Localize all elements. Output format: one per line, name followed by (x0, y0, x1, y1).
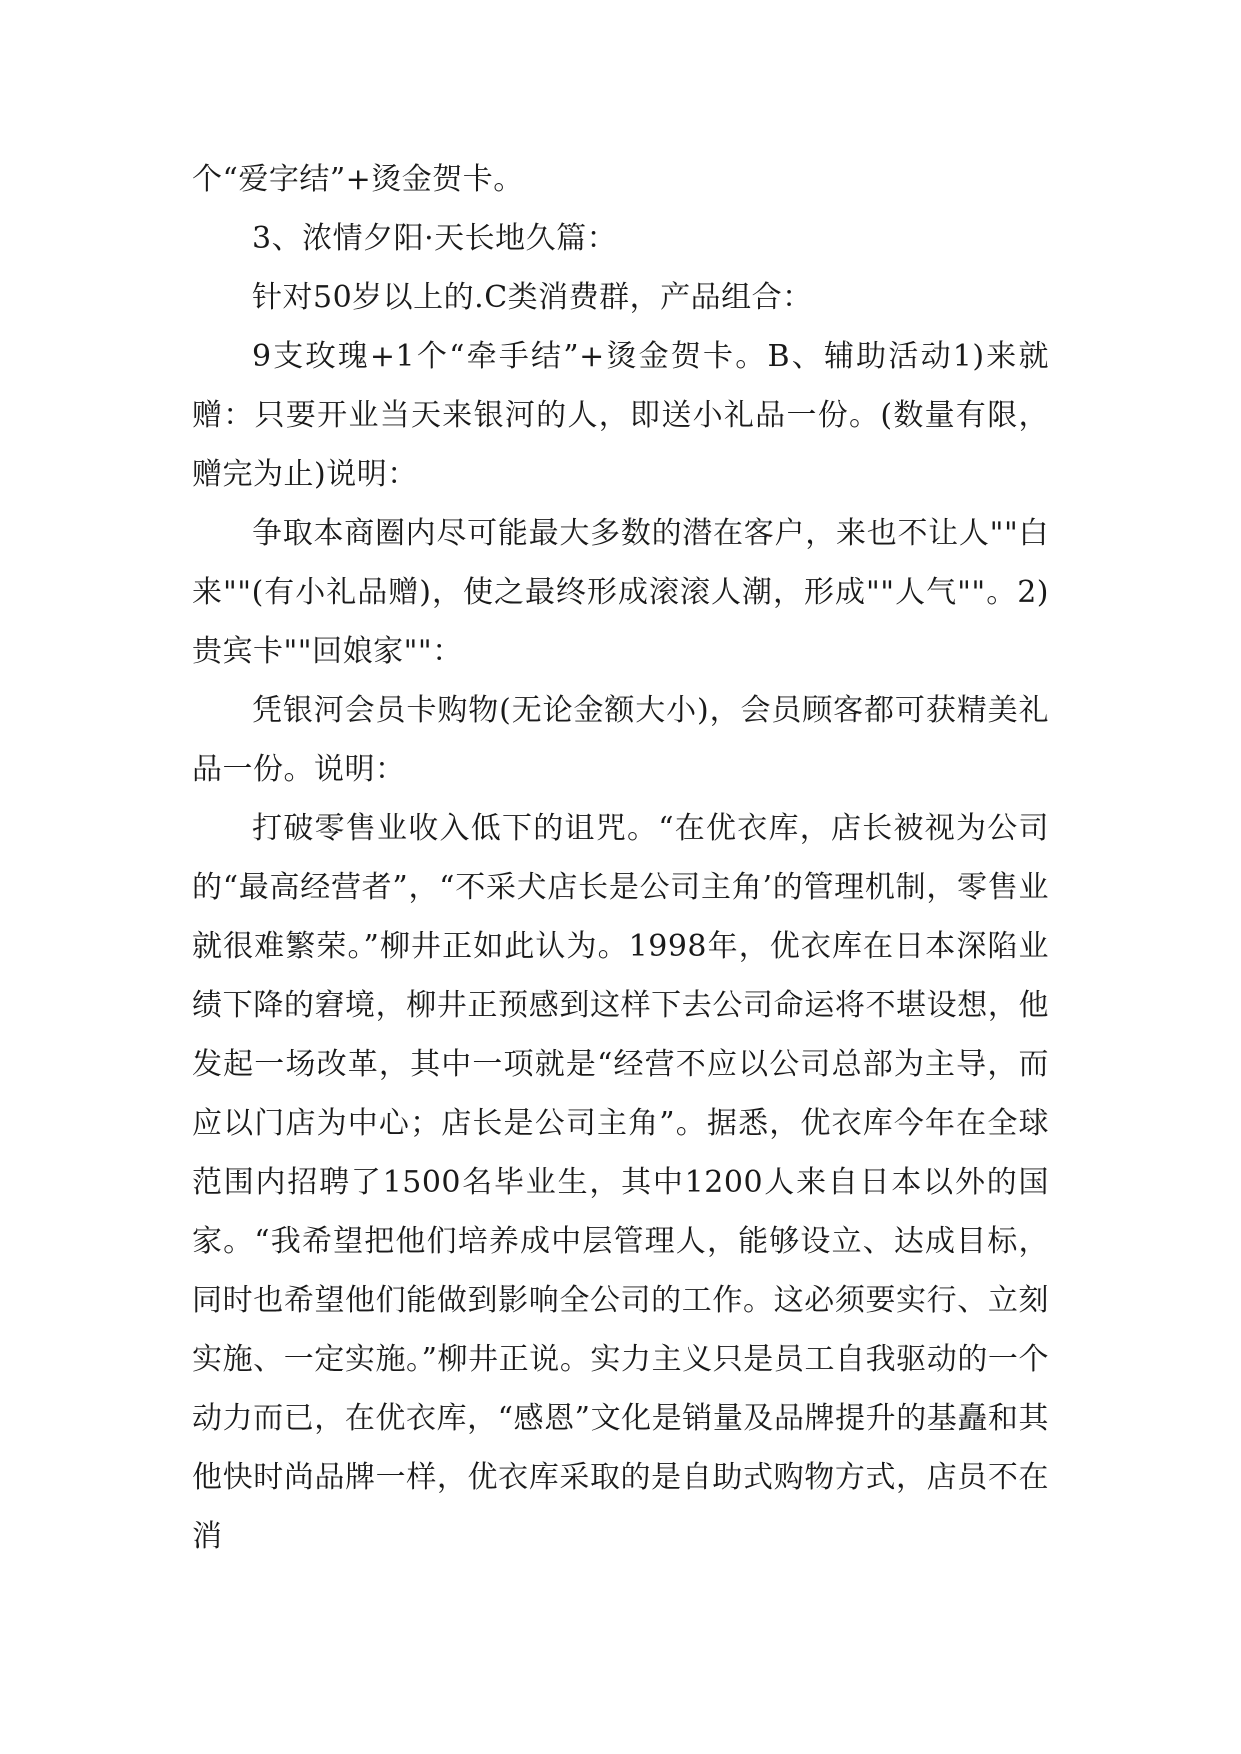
paragraph-4: 9支玫瑰+1个“牵手结”+烫金贺卡。B、辅助活动1)来就赠：只要开业当天来银河的人，即送小礼品一份。(数量有限，赠完为止)说明： (192, 339, 1049, 492)
paragraph-6: 凭银河会员卡购物(无论金额大小)，会员顾客都可获精美礼品一份。说明： (192, 693, 1049, 787)
paragraph-7: 打破零售业收入低下的诅咒。“在优衣库，店长被视为公司的“最高经营者”，“不采犬店长是公司主角’的管理机制，零售业就很难繁荣。”柳井正如此认为。1998年，优衣库在日本深陷业绩下降的窘境，柳井正预感到这样下去公司命运将不堪设想，他发起一场改革，其中一项就是“经营不应以公司总部为主导，而应以门店为中心；店长是公司主角”。据悉，优衣库今年在全球范围内招聘了1500名毕业生，其中1200人来自日本以外的国家。“我希望把他们培养成中层管理人，能够设立、达成目标，同时也希望他们能做到影响全公司的工作。这必须要实行、立刻实施、一定实施。”柳井正说。实力主义只是员工自我驱动的一个动力而已，在优衣库，“感恩”文化是销量及品牌提升的基矗和其他快时尚品牌一样，优衣库采取的是自助式购物方式，店员不在消 (192, 811, 1049, 1554)
document-page (192, 150, 1049, 1566)
paragraph-5: 争取本商圈内尽可能最大多数的潜在客户，来也不让人""白来""(有小礼品赠)，使之最终形成滚滚人潮，形成""人气""。2)贵宾卡""回娘家""： (192, 516, 1049, 669)
paragraph-2: 3、浓情夕阳·天长地久篇： (252, 221, 618, 256)
paragraph-1: 个“爱字结”+烫金贺卡。 (192, 162, 524, 197)
paragraph-3: 针对50岁以上的.C类消费群，产品组合： (252, 280, 813, 315)
